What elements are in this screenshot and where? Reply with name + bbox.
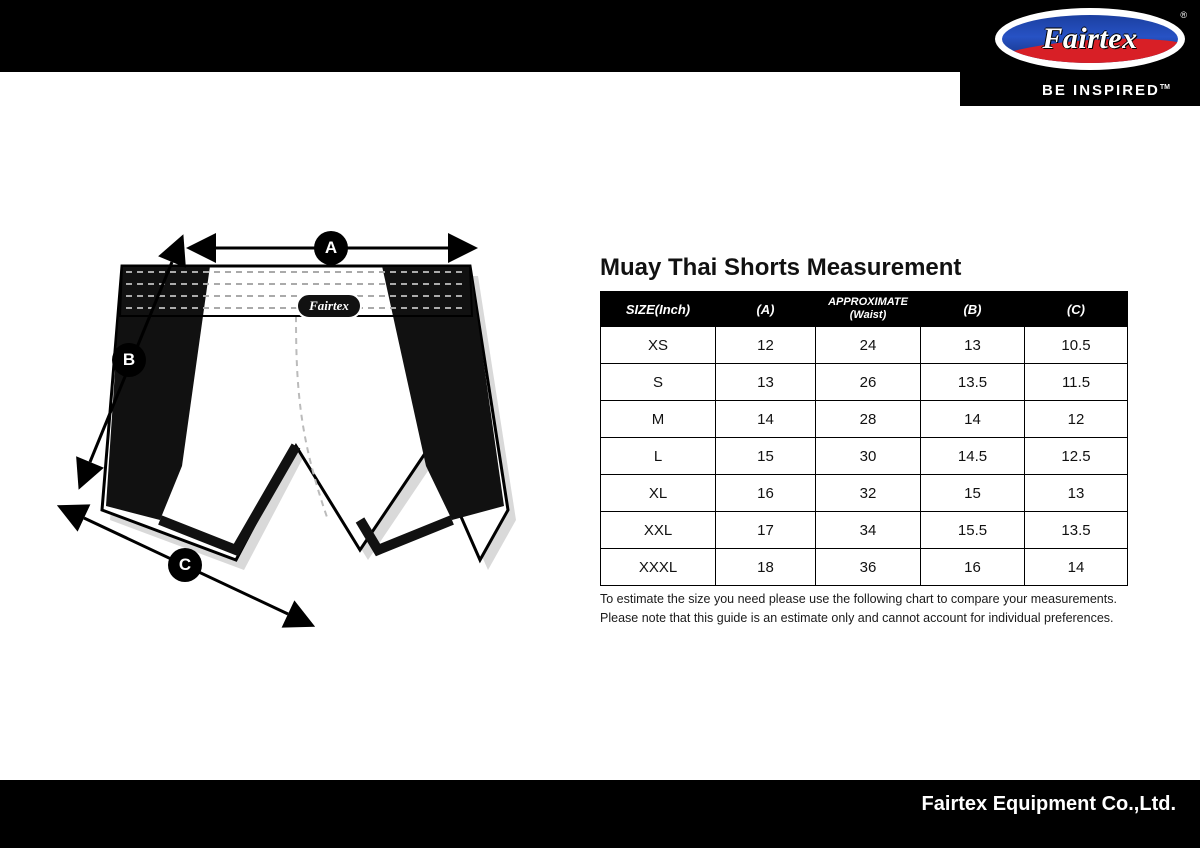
cell-b: 13.5	[921, 364, 1025, 401]
cell-a: 17	[716, 512, 816, 549]
shorts-brand-tag-text: Fairtex	[309, 298, 349, 313]
cell-a: 14	[716, 401, 816, 438]
cell-size: L	[601, 438, 716, 475]
cell-c: 12.5	[1025, 438, 1128, 475]
cell-c: 13.5	[1025, 512, 1128, 549]
cell-size: XXXL	[601, 549, 716, 586]
measurement-note	[600, 590, 1140, 628]
table-row	[601, 401, 1128, 438]
col-header-b: (B)	[921, 292, 1025, 327]
cell-a: 12	[716, 327, 816, 364]
cell-a: 18	[716, 549, 816, 586]
note-line-2: Please note that this guide is an estimate only and cannot account for individual preferences.	[600, 610, 1114, 625]
col-header-waist-line2: (Waist)	[849, 309, 887, 321]
note-line-1: To estimate the size you need please use the following chart to compare your measurements.	[600, 592, 1117, 606]
cell-size: S	[601, 364, 716, 401]
table-row	[601, 475, 1128, 512]
dimension-label-b: B	[112, 343, 146, 377]
trademark-icon: TM	[1159, 84, 1170, 91]
dimension-label-c: C	[168, 548, 202, 582]
cell-c: 13	[1025, 475, 1128, 512]
cell-waist: 24	[816, 327, 921, 364]
cell-b: 16	[921, 549, 1025, 586]
table-row	[601, 512, 1128, 549]
footer-company-name: Fairtex Equipment Co.,Ltd.	[921, 793, 1176, 815]
cell-size: M	[601, 401, 716, 438]
table-row	[601, 327, 1128, 364]
cell-waist: 30	[816, 438, 921, 475]
cell-c: 11.5	[1025, 364, 1128, 401]
cell-a: 13	[716, 364, 816, 401]
table-row	[601, 364, 1128, 401]
cell-waist: 26	[816, 364, 921, 401]
cell-waist: 28	[816, 401, 921, 438]
cell-b: 15	[921, 475, 1025, 512]
cell-waist: 32	[816, 475, 921, 512]
cell-c: 10.5	[1025, 327, 1128, 364]
size-chart-table	[600, 291, 1128, 586]
brand-tagline-text: BE INSPIRED	[1042, 82, 1160, 99]
cell-a: 15	[716, 438, 816, 475]
table-header-row	[601, 292, 1128, 327]
cell-b: 14.5	[921, 438, 1025, 475]
table-row	[601, 438, 1128, 475]
cell-a: 16	[716, 475, 816, 512]
logo-wordmark: Fairtex	[1042, 22, 1138, 55]
fairtex-logo	[995, 8, 1185, 70]
dimension-arrows	[0, 0, 600, 700]
col-header-size: SIZE(Inch)	[601, 292, 716, 327]
brand-tagline	[1030, 82, 1170, 99]
cell-c: 12	[1025, 401, 1128, 438]
page-title: Muay Thai Shorts Measurement	[600, 254, 962, 281]
table-row	[601, 549, 1128, 586]
cell-size: XS	[601, 327, 716, 364]
col-header-a: (A)	[716, 292, 816, 327]
col-header-waist-line1: APPROXIMATE	[828, 296, 908, 309]
cell-b: 15.5	[921, 512, 1025, 549]
col-header-c: (C)	[1025, 292, 1128, 327]
logo-oval-inner	[1002, 15, 1178, 63]
cell-size: XL	[601, 475, 716, 512]
cell-c: 14	[1025, 549, 1128, 586]
cell-b: 13	[921, 327, 1025, 364]
col-header-waist	[816, 292, 921, 327]
cell-size: XXL	[601, 512, 716, 549]
logo-oval	[995, 8, 1185, 70]
registered-mark-icon: ®	[1180, 10, 1187, 20]
cell-b: 14	[921, 401, 1025, 438]
cell-waist: 34	[816, 512, 921, 549]
dimension-label-a: A	[314, 231, 348, 265]
cell-waist: 36	[816, 549, 921, 586]
